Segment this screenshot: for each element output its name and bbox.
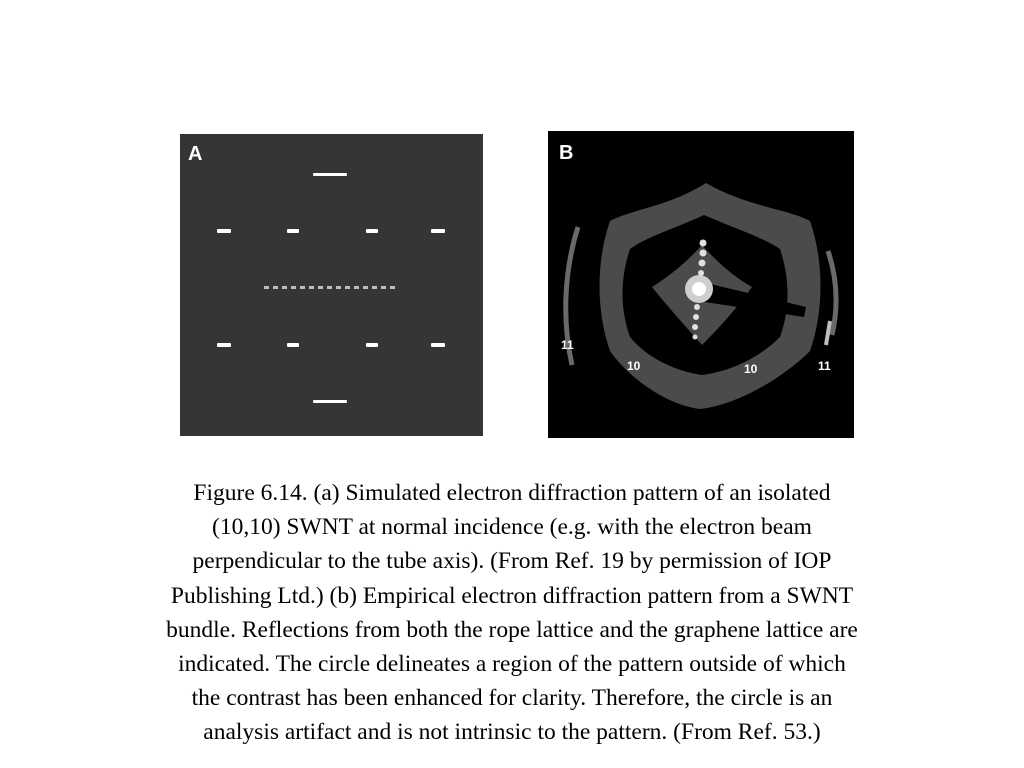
caption-line: indicated. The circle delineates a region of the pattern outside of which bbox=[178, 651, 846, 678]
caption-line: (10,10) SWNT at normal incidence (e.g. with the electron beam bbox=[212, 514, 812, 541]
annotation-left-10: 10 bbox=[627, 359, 641, 373]
reflection-bottom bbox=[313, 400, 347, 403]
empirical-diffraction-image bbox=[548, 131, 854, 438]
reflection-top bbox=[313, 173, 347, 176]
equatorial-reflections bbox=[264, 286, 395, 289]
figure-caption bbox=[60, 476, 964, 750]
caption-line: bundle. Reflections from both the rope lattice and the graphene lattice are bbox=[166, 616, 858, 643]
panel-b-label: B bbox=[559, 142, 574, 164]
annotation-right-10: 10 bbox=[744, 362, 758, 376]
annotation-right-11: 11 bbox=[818, 359, 831, 373]
central-spot bbox=[692, 282, 706, 296]
caption-line: Figure 6.14. (a) Simulated electron diffraction pattern of an isolated bbox=[193, 480, 831, 506]
caption-line: analysis artifact and is not intrinsic to the pattern. (From Ref. 53.) bbox=[203, 719, 821, 746]
caption-line: the contrast has been enhanced for clarity. Therefore, the circle is an bbox=[191, 685, 833, 712]
caption-line: perpendicular to the tube axis). (From Ref. 19 by permission of IOP bbox=[192, 548, 832, 575]
panel-a-label: A bbox=[188, 143, 203, 165]
caption-line: Publishing Ltd.) (b) Empirical electron diffraction pattern from a SWNT bbox=[170, 582, 854, 609]
panel-a-simulated-pattern bbox=[180, 134, 483, 436]
annotation-left-11: 11 bbox=[561, 338, 574, 352]
simulated-diffraction-image bbox=[180, 134, 483, 436]
panel-b-empirical-pattern bbox=[548, 131, 854, 438]
